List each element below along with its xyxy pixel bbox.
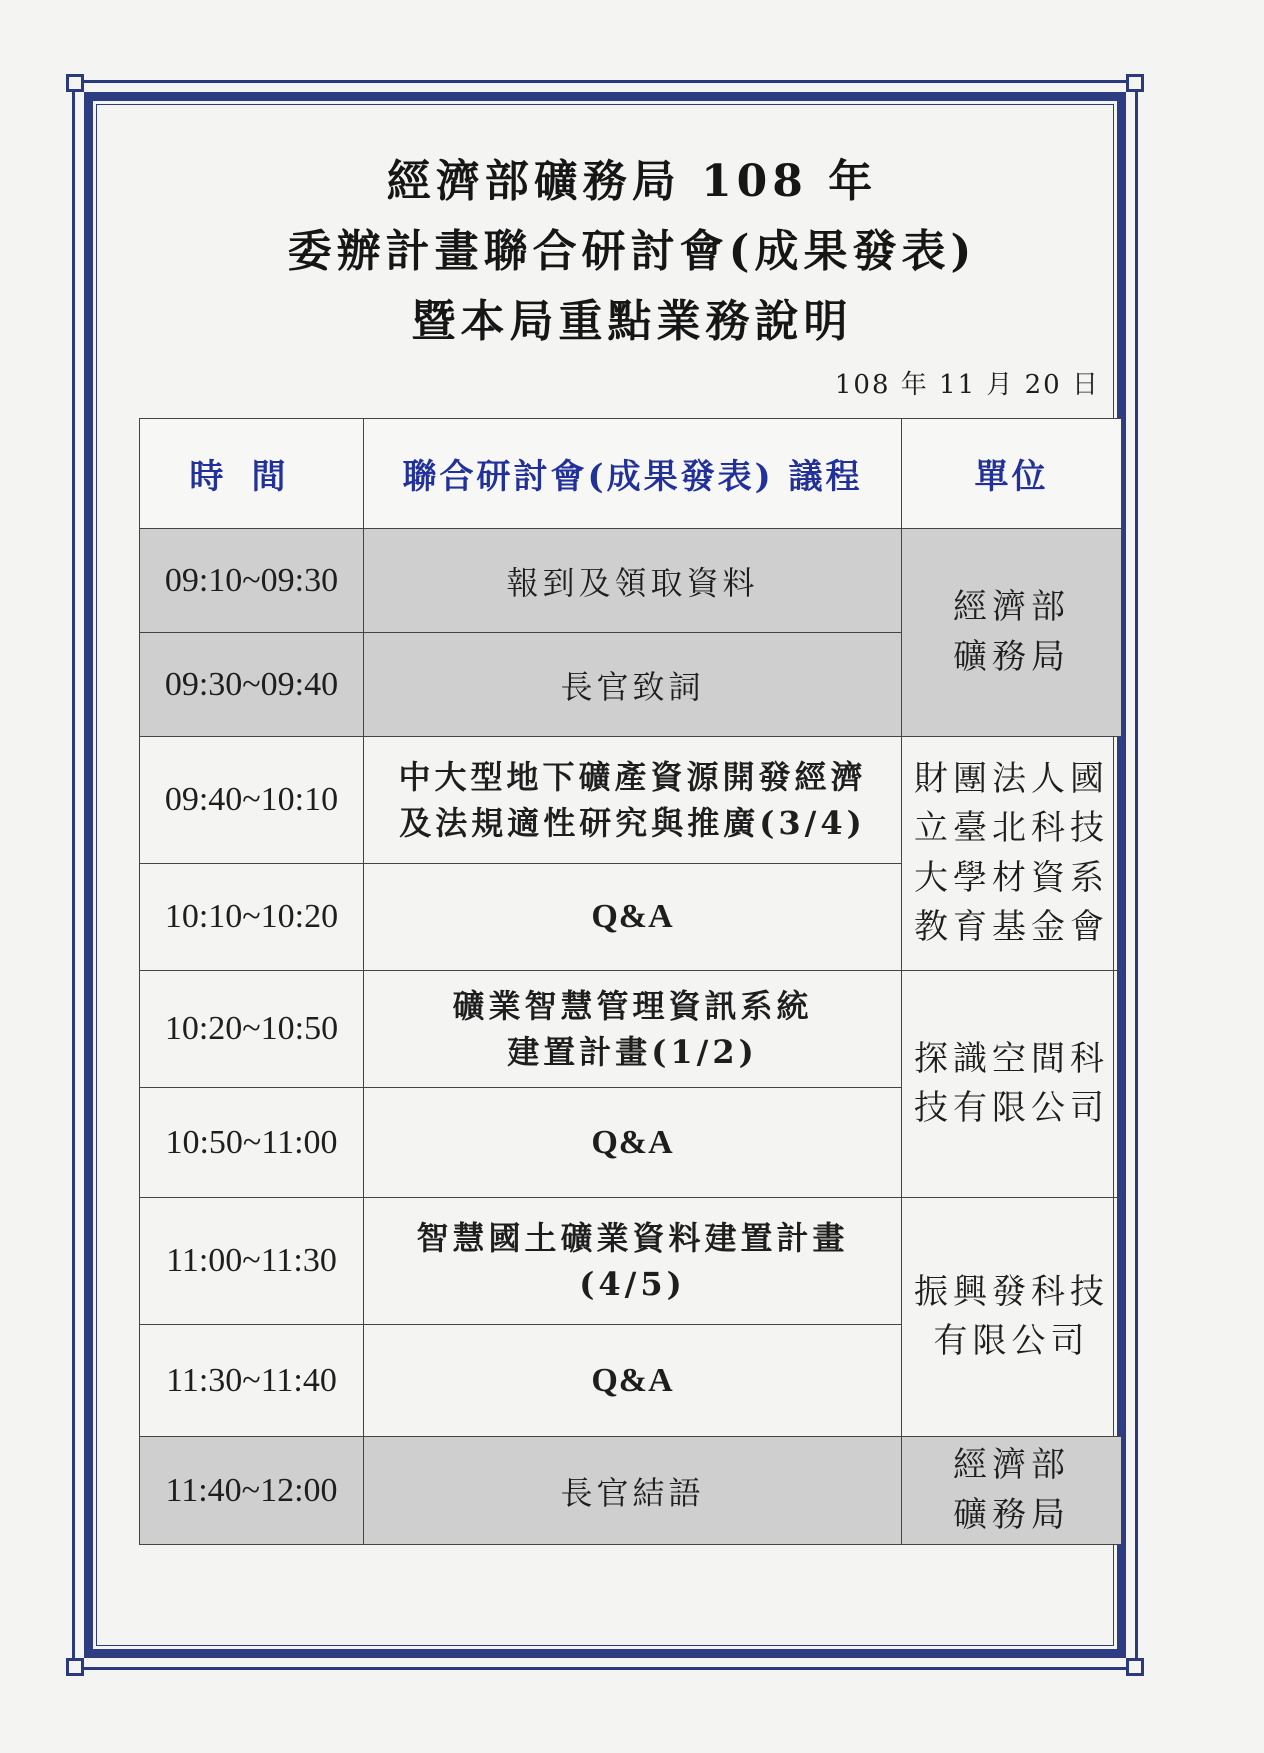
agenda-line: (4/5) (579, 1265, 686, 1303)
agenda-line: 及法規適性研究與推廣(3/4) (399, 804, 866, 842)
row-unit (902, 529, 1122, 737)
frame-corner-ornament (1126, 1658, 1144, 1676)
frame-corner-ornament (66, 1658, 84, 1676)
header-time: 時間 (140, 419, 364, 529)
row-agenda (364, 737, 902, 864)
row-time: 10:20~10:50 (140, 971, 364, 1088)
unit-line: 探識空間科 (914, 1038, 1109, 1079)
agenda-line: 建置計畫(1/2) (507, 1033, 758, 1071)
title-line-2: 委辦計畫聯合研討會(成果發表) (287, 226, 977, 277)
table-row (140, 1437, 1122, 1545)
unit-line: 立臺北科技 (914, 808, 1109, 849)
row-time: 10:10~10:20 (140, 864, 364, 971)
agenda-line: 中大型地下礦產資源開發經濟 (398, 757, 867, 796)
row-time: 09:30~09:40 (140, 633, 364, 737)
row-agenda: Q&A (364, 1088, 902, 1198)
title-line-3: 暨本局重點業務說明 (411, 296, 853, 347)
table-row (140, 529, 1122, 633)
row-unit (902, 971, 1122, 1198)
unit-line: 礦務局 (953, 636, 1070, 677)
row-agenda: Q&A (364, 864, 902, 971)
row-agenda: 報到及領取資料 (364, 529, 902, 633)
header-agenda: 聯合研討會(成果發表) 議程 (364, 419, 902, 529)
row-time: 10:50~11:00 (140, 1088, 364, 1198)
row-agenda: 長官結語 (364, 1437, 902, 1545)
document-date: 108 年 11 月 20 日 (834, 370, 1100, 400)
unit-line: 有限公司 (933, 1321, 1090, 1361)
row-agenda: Q&A (364, 1325, 902, 1437)
table-row (140, 1198, 1122, 1325)
row-agenda (364, 1198, 902, 1325)
header-unit: 單位 (902, 419, 1122, 529)
frame-corner-ornament (1126, 74, 1144, 92)
table-row (140, 971, 1122, 1088)
unit-line: 經濟部 (953, 587, 1070, 628)
unit-line: 經濟部 (953, 1445, 1070, 1486)
unit-line: 礦務局 (953, 1494, 1070, 1535)
row-agenda: 長官致詞 (364, 633, 902, 737)
agenda-table (139, 418, 1122, 1545)
agenda-line: 智慧國土礦業資料建置計畫 (416, 1218, 849, 1257)
row-time: 09:10~09:30 (140, 529, 364, 633)
title-line-1: 經濟部礦務局 108 年 (386, 156, 878, 207)
row-unit (902, 1198, 1122, 1437)
row-time: 09:40~10:10 (140, 737, 364, 864)
unit-line: 財團法人國 (914, 758, 1109, 799)
row-time: 11:30~11:40 (140, 1325, 364, 1437)
row-agenda (364, 971, 902, 1088)
unit-line: 技有限公司 (914, 1088, 1109, 1128)
row-unit (902, 737, 1122, 971)
row-time: 11:00~11:30 (140, 1198, 364, 1325)
unit-line: 振興發科技 (914, 1271, 1109, 1312)
row-unit (902, 1437, 1122, 1545)
row-time: 11:40~12:00 (140, 1437, 364, 1545)
unit-line: 大學材資系 (914, 857, 1109, 898)
table-header-row (140, 419, 1122, 529)
agenda-line: 礦業智慧管理資訊系統 (452, 986, 813, 1025)
table-row (140, 737, 1122, 864)
unit-line: 教育基金會 (914, 906, 1109, 947)
frame-corner-ornament (66, 74, 84, 92)
